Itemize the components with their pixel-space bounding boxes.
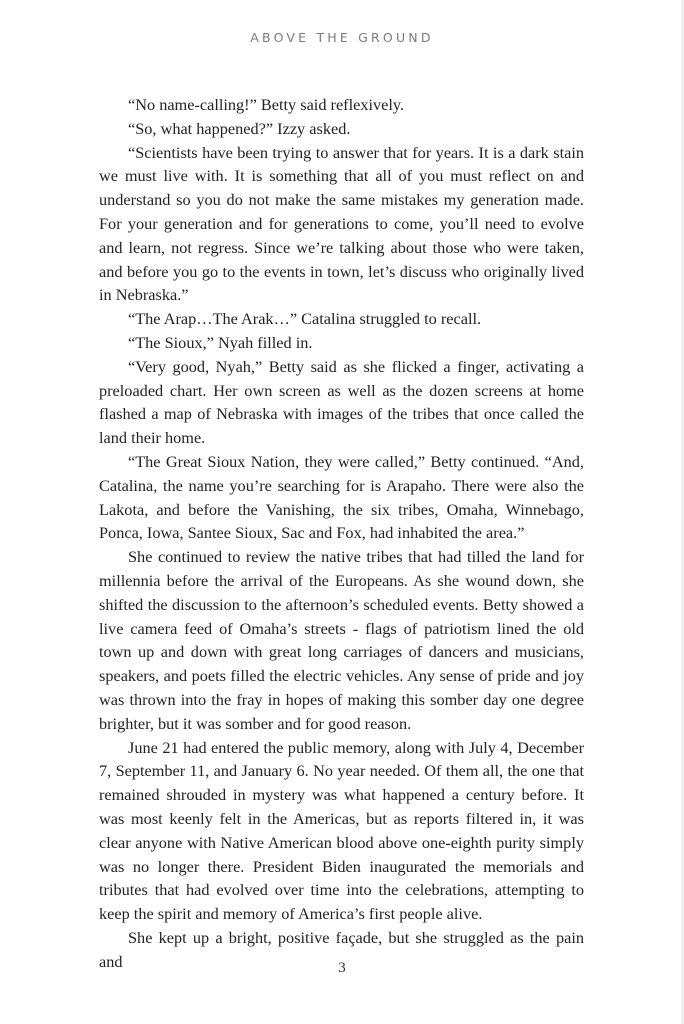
paragraph: “No name-calling!” Betty said reflexively. (128, 95, 405, 114)
paragraph: “So, what happened?” Izzy asked. (128, 118, 351, 138)
paragraph: “The Sioux,” Nyah filled in. (128, 332, 313, 352)
paragraph: “The Arap…The Arak…” Catalina struggled to recall. (128, 309, 482, 329)
paragraph: She continued to review the native tribes that had tilled the land for millennia before the arrival of the Europeans. As she wound down, she shifted the discussion to the afternoon’s scheduled events. Betty showed a live camera feed of Omaha’s streets - flags of patriotism lined the old town up and down with great long carriages of dancers and musicians, speakers, and poets filled the electric vehicles. Any sense of pride and joy was thrown into the fray in hopes of making this somber day one degree brighter, but it was somber and for good reason. (99, 547, 584, 733)
paragraph: June 21 had entered the public memory, along with July 4, December 7, September 11, and January 6. No year needed. Of them all, the one that remained shrouded in mystery was what happened a century before. It was most keenly felt in the Americas, but as reports filtered in, it was clear anyone with Native American blood above one-eighth purity simply was no longer there. President Biden inaugurated the memorials and tributes that had evolved over time into the celebrations, attempting to keep the spirit and memory of America’s first people alive. (99, 737, 584, 924)
paragraph: She kept up a bright, positive façade, but she struggled as the pain and (99, 927, 584, 971)
running-head: ABOVE THE GROUND (250, 30, 434, 45)
page-number: 3 (338, 960, 346, 976)
paragraph: “Very good, Nyah,” Betty said as she flicked a finger, activating a preloaded chart. Her own screen as well as the dozen screens at home flashed a map of Nebraska with images of the tribes that once called the land their home. (99, 356, 584, 448)
paragraph: “Scientists have been trying to answer that for years. It is a dark stain we must live with. It is something that all of you must reflect on and understand so you do not make the same mistakes my generation made. For your generation and for generations to come, you’ll need to evolve and learn, not regress. Since we’re talking about those who were taken, and before you go to the events in town, let’s discuss who originally lived in Nebraska.” (99, 142, 584, 305)
body-text (99, 93, 584, 973)
paragraph: “The Great Sioux Nation, they were called,” Betty continued. “And, Catalina, the name you’re searching for is Arapaho. There were also the Lakota, and before the Vanishing, the six tribes, Omaha, Winnebago, Ponca, Iowa, Santee Sioux, Sac and Fox, had inhabited the area.” (99, 451, 584, 543)
